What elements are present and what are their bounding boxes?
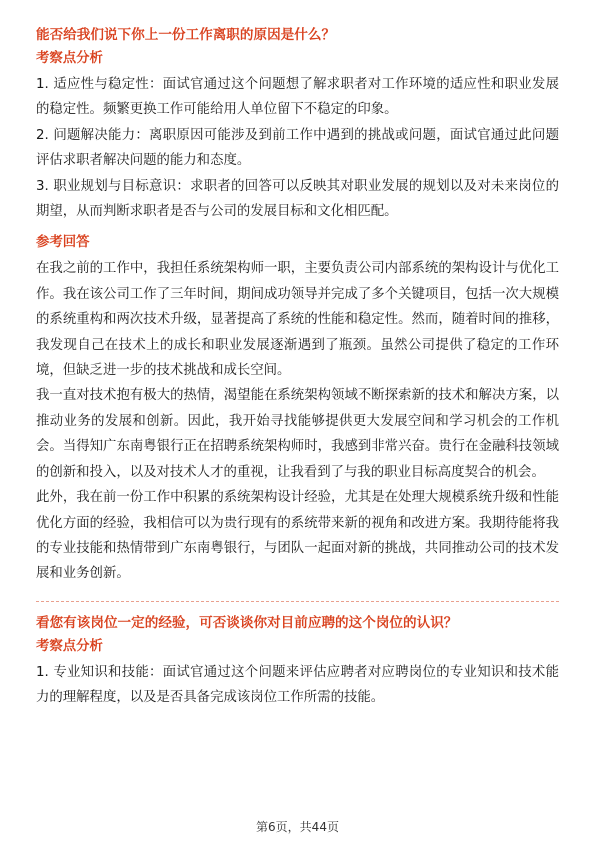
page-number: 第6页，共44页	[256, 820, 339, 834]
answer-paragraph: 此外，我在前一份工作中积累的系统架构设计经验，尤其是在处理大规模系统升级和性能优化方面的经验，我相信可以为贵行现有的系统带来新的视角和改进方案。我期待能将我的专业技能和热情带到广东南粤银行，与团队一起面对新的挑战，共同推动公司的技术发展和业务创新。	[36, 490, 559, 582]
document-page	[36, 26, 559, 711]
analysis-heading: 考察点分析	[36, 51, 103, 66]
question-title: 能否给我们说下你上一份工作离职的原因是什么？	[36, 27, 336, 43]
question-title: 看您有该岗位一定的经验，可否谈谈你对目前应聘的这个岗位的认识？	[36, 614, 458, 631]
analysis-point: 1. 适应性与稳定性：面试官通过这个问题想了解求职者对工作环境的适应性和职业发展的稳定性。频繁更换工作可能给用人单位留下不稳定的印象。	[36, 77, 559, 118]
answer-heading: 参考回答	[36, 235, 90, 251]
analysis-point: 2. 问题解决能力：离职原因可能涉及到前工作中遇到的挑战或问题，面试官通过此问题评估求职者解决问题的能力和态度。	[36, 127, 559, 169]
analysis-point: 3. 职业规划与目标意识：求职者的回答可以反映其对职业发展的规划以及对未来岗位的期望，从而判断求职者是否与公司的发展目标和文化相匹配。	[36, 178, 559, 220]
analysis-heading: 考察点分析	[36, 638, 103, 654]
answer-paragraph: 在我之前的工作中，我担任系统架构师一职，主要负责公司内部系统的架构设计与优化工作。我在该公司工作了三年时间，期间成功领导并完成了多个关键项目，包括一次大规模的系统重构和两次技术升级，显著提高了系统的性能和稳定性。然而，随着时间的推移，我发现自己在技术上的成长和职业发展逐渐遇到了瓶颈。虽然公司提供了稳定的工作环境，但缺乏进一步的技术挑战和成长空间。	[36, 261, 559, 379]
analysis-point: 1. 专业知识和技能：面试官通过这个问题来评估应聘者对应聘岗位的专业知识和技术能力的理解程度，以及是否具备完成该岗位工作所需的技能。	[36, 664, 559, 706]
section-divider	[36, 601, 559, 602]
answer-paragraph: 我一直对技术抱有极大的热情，渴望能在系统架构领域不断探索新的技术和解决方案，以推动业务的发展和创新。因此，我开始寻找能够提供更大发展空间和学习机会的工作机会。当得知广东南粤银行正在招聘系统架构师时，我感到非常兴奋。贵行在金融科技领域的创新和投入，以及对技术人才的重视，让我看到了与我的职业目标高度契合的机会。	[36, 388, 559, 480]
